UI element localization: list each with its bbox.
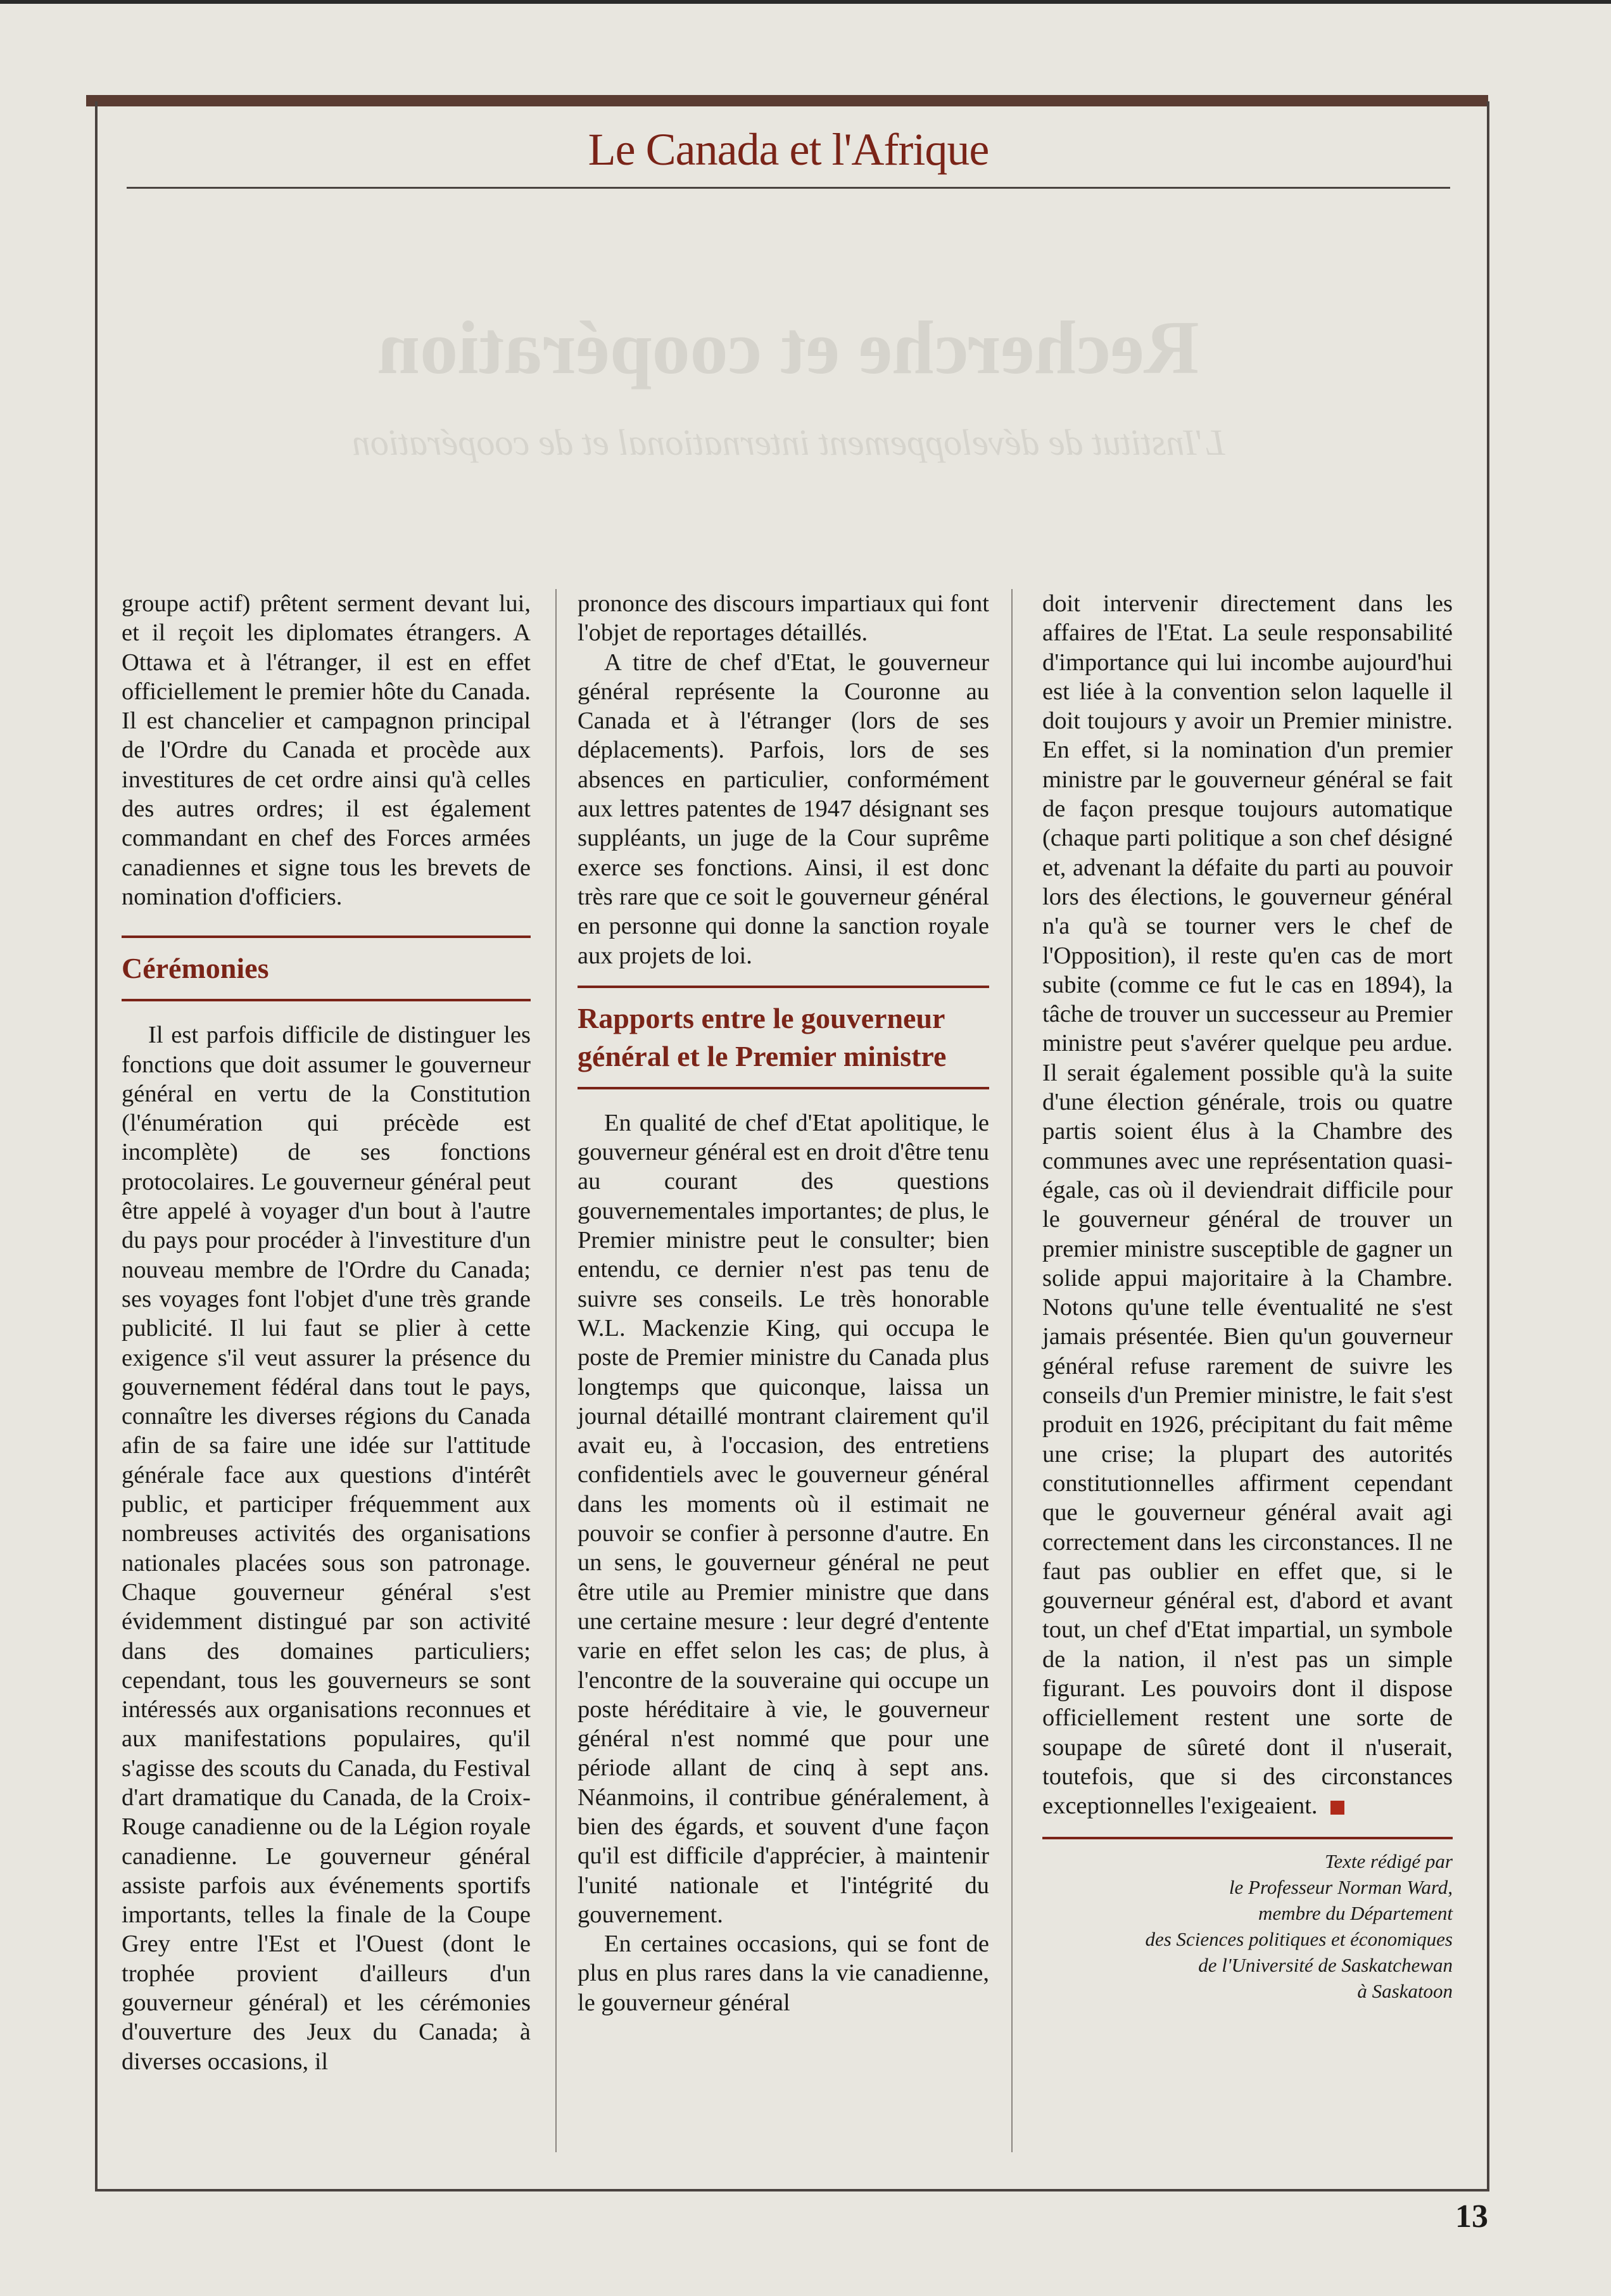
credit-line: membre du Département — [1258, 1902, 1453, 1925]
column-3 — [1042, 589, 1453, 2004]
credit-line: des Sciences politiques et économiques — [1145, 1928, 1453, 1951]
show-through-title: Recherche et coopération — [377, 305, 1199, 390]
section-rule — [578, 986, 989, 988]
section-heading-ceremonies: Cérémonies — [122, 952, 269, 985]
scan-top-edge — [0, 0, 1611, 4]
paragraph-text — [1042, 589, 1453, 1820]
section-rule — [122, 936, 531, 938]
paragraph: prononce des discours impartiaux qui font l'objet de reportages détaillés. — [578, 590, 989, 647]
end-of-article-mark — [1330, 1801, 1344, 1815]
page-number: 13 — [1455, 2198, 1488, 2235]
author-credit — [1042, 1837, 1453, 2004]
credit-line: de l'Université de Saskatchewan — [1198, 1954, 1453, 1977]
column-divider — [555, 589, 557, 2152]
paragraph: doit intervenir directement dans les affaires de l'Etat. La seule responsabilité d'importance qui lui incombe aujourd'hui est liée à la convention selon laquelle il doit toujours y avoir un Premier ministre. En effet, si la nomination d'un premier ministre par le gouverneur général se fait de façon presque toujours automatique (chaque parti politique a son chef désigné et, advenant la défaite du parti au pouvoir lors des élections, le gouverneur général n'a qu'à se tourner vers le chef de l'Opposition), il reste qu'en cas de mort subite (comme ce fut le cas en 1894), la tâche de trouver un successeur au Premier ministre peut s'avérer quelque peu ardue. Il serait également possible qu'à la suite d'une élection générale, trois ou quatre partis soient élus à la Chambre des communes avec une représentation quasi-égale, cas où il deviendrait difficile pour le gouverneur général de trouver un premier ministre susceptible de gagner un solide appui majoritaire à la Chambre. Notons qu'une telle éventualité ne s'est jamais présentée. Bien qu'un gouverneur général refuse rarement de suivre les conseils d'un Premier ministre, le fait s'est produit en 1926, précipitant du fait même une crise; la plupart des autorités constitutionnelles affirment cependant que le gouverneur général avait agi correctement dans les circonstances. Il ne faut pas oublier en effet que, si le gouverneur général est, d'abord et avant tout, un chef d'Etat impartial, un symbole de la nation, il n'est pas un simple figurant. Les pouvoirs dont il dispose officiellement restent une sorte de soupape de sûreté dont il n'userait, toutefois, que si des circonstances exceptionnelles l'exigeaient. — [1042, 590, 1453, 1820]
masthead-title: Le Canada et l'Afrique — [588, 124, 989, 175]
paragraph: A titre de chef d'Etat, le gouverneur général représente la Couronne au Canada et à l'étranger (lors de ses déplacements). Parfois, lors de ses absences en particulier, conformément aux lettres patentes de 1947 désignant ses suppléants, un juge de la Cour suprême exerce ses fonctions. Ainsi, il est donc très rare que ce soit le gouverneur général en personne qui donne la sanction royale aux projets de loi. — [578, 649, 989, 969]
masthead-rule — [127, 187, 1450, 189]
show-through-subtitle: L'Institut de développement international et de coopération — [351, 422, 1225, 463]
paragraph: En qualité de chef d'Etat apolitique, le gouverneur général est en droit d'être tenu au courant des questions gouvernementales importantes; de plus, le Premier ministre peut le consulter; bien entendu, ce dernier n'est pas tenu de suivre ses conseils. Le très honorable W.L. Mackenzie King, qui occupa le poste de Premier ministre du Canada plus longtemps que quiconque, laissa un journal détaillé montrant clairement qu'il avait eu, à l'occasion, des entretiens confidentiels avec le gouverneur général dans les moments où il estimait ne pouvoir se confier à personne d'autre. En un sens, le gouverneur général ne peut être utile au Premier ministre que dans une certaine mesure : leur degré d'entente varie en effet selon les cas; de plus, à l'encontre de la souveraine qui occupe un poste héréditaire à vie, le gouverneur général n'est nommé que pour une période allant de cinq à sept ans. Néanmoins, il contribue généralement, à bien des égards, et souvent d'une façon qu'il est difficile d'apprécier, à maintenir l'unité nationale et l'intégrité du gouvernement. — [578, 1109, 989, 1928]
column-divider — [1011, 589, 1013, 2152]
paragraph: groupe actif) prêtent serment devant lui, et il reçoit les diplomates étrangers. A Ottawa et à l'étranger, il est en effet officiellement le premier hôte du Canada. Il est chancelier et campagnon principal de l'Ordre du Canada et procède aux investitures de cet ordre ainsi qu'à celles des autres ordres; il est également commandant en chef des Forces armées canadiennes et signe tous les brevets de nomination d'officiers. — [122, 590, 531, 910]
paragraph: Il est parfois difficile de distinguer les fonctions que doit assumer le gouverneur général en vertu de la Constitution (l'énumération qui précède est incomplète) de ses fonctions protocolaires. Le gouverneur général peut être appelé à voyager d'un bout à l'autre du pays pour procéder à l'investiture d'un nouveau membre de l'Ordre du Canada; ses voyages font l'objet d'une très grande publicité. Il lui faut se plier à cette exigence s'il veut assurer la présence du gouvernement fédéral dans tout le pays, connaître les diverses régions du Canada afin de sa faire une idée sur l'attitude générale face aux questions d'intérêt public, et participer fréquemment aux nombreuses activités des organisations nationales placées sous son patronage. Chaque gouverneur général s'est évidemment distingué par son activité dans des domaines particuliers; cependant, tous les gouverneurs se sont intéressés aux organisations reconnues et aux manifestations populaires, qu'il s'agisse des scouts du Canada, du Festival d'art dramatique du Canada, de la Croix-Rouge canadienne ou de la Légion royale canadienne. Le gouverneur général assiste parfois aux événements sportifs importants, telles la finale de la Coupe Grey entre l'Est et l'Ouest (dont le trophée provient d'ailleurs d'un gouverneur général) et les cérémonies d'ouverture des Jeux du Canada; à diverses occasions, il — [122, 1022, 531, 2075]
column-2 — [578, 589, 989, 2017]
column-1 — [122, 589, 531, 2076]
credit-line: Texte rédigé par — [1324, 1850, 1453, 1873]
paragraph: En certaines occasions, qui se font de plus en plus rares dans la vie canadienne, le gouverneur général — [578, 1931, 989, 2016]
credit-line: le Professeur Norman Ward, — [1229, 1876, 1453, 1899]
section-heading-rapports: Rapports entre le gouverneur général et le Premier ministre — [578, 1001, 947, 1072]
credit-line: à Saskatoon — [1357, 1980, 1453, 2003]
